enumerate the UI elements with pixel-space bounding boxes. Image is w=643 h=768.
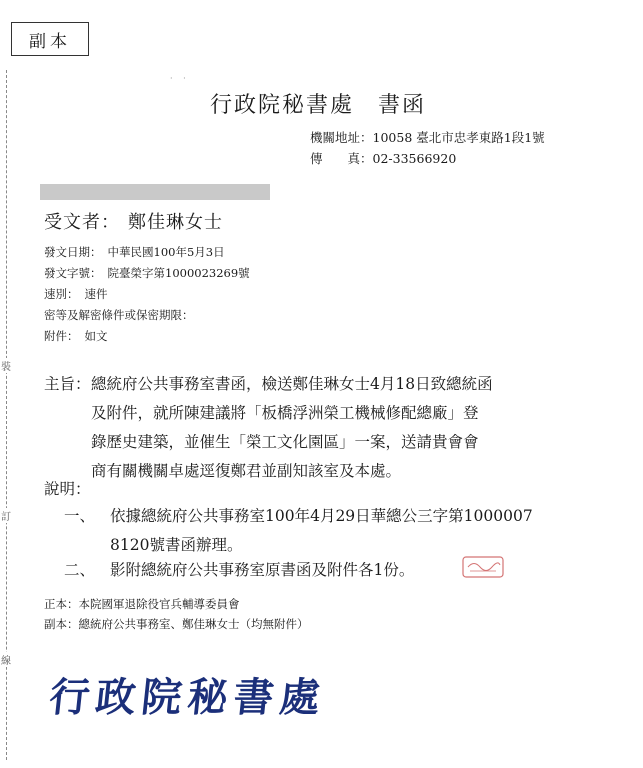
issue-date-value: 中華民國100年5月3日 [107,245,225,259]
redacted-address [40,184,270,200]
issue-date-label: 發文日期： [44,245,102,259]
small-seal-icon [462,556,504,578]
recipient-label: 受文者： [44,212,120,233]
explanation-label: 說明： [44,480,91,498]
attachment-label: 附件： [44,329,79,343]
attachment-row [44,326,250,347]
issue-date-row [44,242,250,263]
subject-label: 主旨： [44,375,91,393]
document-meta [44,242,250,347]
speed-label: 速別： [44,287,79,301]
address-value: 10058 臺北市忠孝東路1段1號 [372,130,545,145]
scan-noise: · · [170,74,190,83]
item-line: 8120號書函辦理。 [110,536,243,554]
subject-body [91,370,626,486]
subject-line: 總統府公共事務室書函，檢送鄭佳琳女士4月18日致總統函 [91,375,493,393]
secrecy-label: 密等及解密條件或保密期限： [44,308,194,322]
issue-number-value: 院臺榮字第1000023269號 [107,266,250,280]
recipient [44,208,223,234]
item-line: 影附總統府公共事務室原書函及附件各1份。 [110,561,415,579]
subject-line: 及附件，就所陳建議將「板橋浮洲榮工機械修配總廠」登 [91,404,479,422]
explanation-item-2 [64,556,414,585]
subject-line: 商有關機關卓處逕復鄭君並副知該室及本處。 [91,462,402,480]
secrecy-row [44,305,250,326]
speed-row [44,284,250,305]
issue-number-label: 發文字號： [44,266,102,280]
copy-recipient-row [44,614,309,634]
binding-mark-bind: 裝 [0,358,12,373]
document-type: 書函 [378,93,427,118]
main-recipient-value: 本院國軍退除役官兵輔導委員會 [78,597,240,611]
issue-number-row [44,263,250,284]
fax-label: 傳 真： [310,151,373,166]
binding-mark-staple: 訂 [0,508,12,523]
attachment-value: 如文 [84,329,108,343]
main-recipient-row [44,594,309,614]
subject-line: 錄歷史建築，並催生「榮工文化園區」一案，送請貴會會 [91,433,479,451]
office-fax-row [310,148,545,169]
binding-mark-line: 線 [0,652,12,667]
distribution [44,594,309,634]
fax-value: 02-33566920 [372,151,457,166]
recipient-name: 鄭佳琳女士 [128,212,223,233]
document-title [210,88,426,119]
item-number: 一、 [64,507,96,525]
office-info [310,127,545,169]
signature-seal: 行政院秘書處 [47,675,329,721]
issuing-office: 行政院秘書處 [210,93,355,118]
item-number: 二、 [64,561,96,579]
explanation-item-1 [64,502,533,560]
office-address-row [310,127,545,148]
speed-value: 速件 [84,287,108,301]
address-label: 機關地址： [310,130,373,145]
copy-recipient-label: 副本： [44,617,79,631]
item-line: 依據總統府公共事務室100年4月29日華總公三字第1000007 [110,507,533,525]
main-recipient-label: 正本： [44,597,79,611]
copy-stamp: 副本 [11,22,89,56]
copy-recipient-value: 總統府公共事務室、鄭佳琳女士（均無附件） [78,617,309,631]
